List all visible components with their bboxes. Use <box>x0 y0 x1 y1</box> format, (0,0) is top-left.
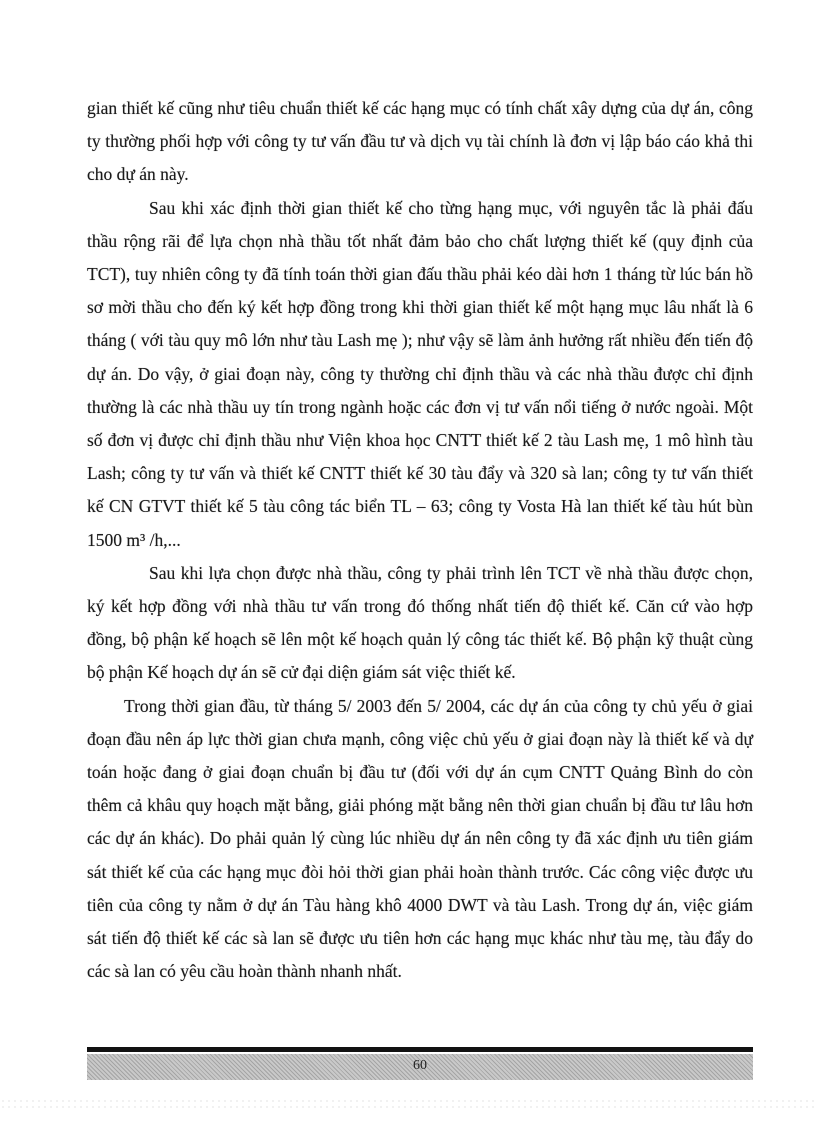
paragraph-1: gian thiết kế cũng như tiêu chuẩn thiết kế các hạng mục có tính chất xây dựng của dự án, công ty thường phối hợp với công ty tư vấn đầu tư và dịch vụ tài chính là đơn vị lập báo cáo khả thi cho dự án này. <box>87 98 753 185</box>
page-number: 60 <box>413 1058 427 1073</box>
body-text <box>87 92 753 988</box>
paragraph-4: Trong thời gian đầu, từ tháng 5/ 2003 đến 5/ 2004, các dự án của công ty chủ yếu ở giai đoạn đầu nên áp lực thời gian chưa mạnh, công việc chủ yếu ở giai đoạn này là thiết kế và dự toán hoặc đang ở giai đoạn chuẩn bị đầu tư (đối với dự án cụm CNTT Quảng Bình do còn thêm cả khâu quy hoạch mặt bằng, giải phóng mặt bằng nên thời gian chuẩn bị đầu tư lâu hơn các dự án khác). Do phải quản lý cùng lúc nhiều dự án nên công ty đã xác định ưu tiên giám sát thiết kế của các hạng mục đòi hỏi thời gian phải hoàn thành trước. Các công việc được ưu tiên của công ty nằm ở dự án Tàu hàng khô 4000 DWT và tàu Lash. Trong dự án, việc giám sát tiến độ thiết kế các sà lan sẽ được ưu tiên hơn các hạng mục khác như tàu mẹ, tàu đẩy do các sà lan có yêu cầu hoàn thành nhanh nhất. <box>87 695 753 982</box>
bottom-dotted-border <box>0 1098 816 1108</box>
footer-band <box>87 1054 753 1080</box>
paragraph-2: Sau khi xác định thời gian thiết kế cho từng hạng mục, với nguyên tắc là phải đấu thầu rộng rãi để lựa chọn nhà thầu tốt nhất đảm bảo cho chất lượng thiết kế (quy định của TCT), tuy nhiên công ty đã tính toán thời gian đấu thầu phải kéo dài hơn 1 tháng từ lúc bán hồ sơ mời thầu cho đến ký kết hợp đồng trong khi thời gian thiết kế một hạng mục lâu nhất là 6 tháng ( với tàu quy mô lớn như tàu Lash mẹ ); như vậy sẽ làm ảnh hưởng rất nhiều đến tiến độ dự án. Do vậy, ở giai đoạn này, công ty thường chỉ định thầu và các nhà thầu được chỉ định thường là các nhà thầu uy tín trong ngành hoặc các đơn vị tư vấn nổi tiếng ở nước ngoài. Một số đơn vị được chỉ định thầu như Viện khoa học CNTT thiết kế 2 tàu Lash mẹ, 1 mô hình tàu Lash; công ty tư vấn và thiết kế CNTT thiết kế 30 tàu đẩy và 320 sà lan; công ty tư vấn thiết kế CN GTVT thiết kế 5 tàu công tác biển TL – 63; công ty Vosta Hà lan thiết kế tàu hút bùn 1500 m³ /h,... <box>87 197 753 550</box>
page-footer <box>87 1047 753 1080</box>
paragraph-3: Sau khi lựa chọn được nhà thầu, công ty phải trình lên TCT về nhà thầu được chọn, ký kết hợp đồng với nhà thầu tư vấn trong đó thống nhất tiến độ thiết kế. Căn cứ vào hợp đồng, bộ phận kế hoạch sẽ lên một kế hoạch quản lý công tác thiết kế. Bộ phận kỹ thuật cùng bộ phận Kế hoạch dự án sẽ cử đại diện giám sát việc thiết kế. <box>87 562 753 683</box>
footer-rule <box>87 1047 753 1052</box>
